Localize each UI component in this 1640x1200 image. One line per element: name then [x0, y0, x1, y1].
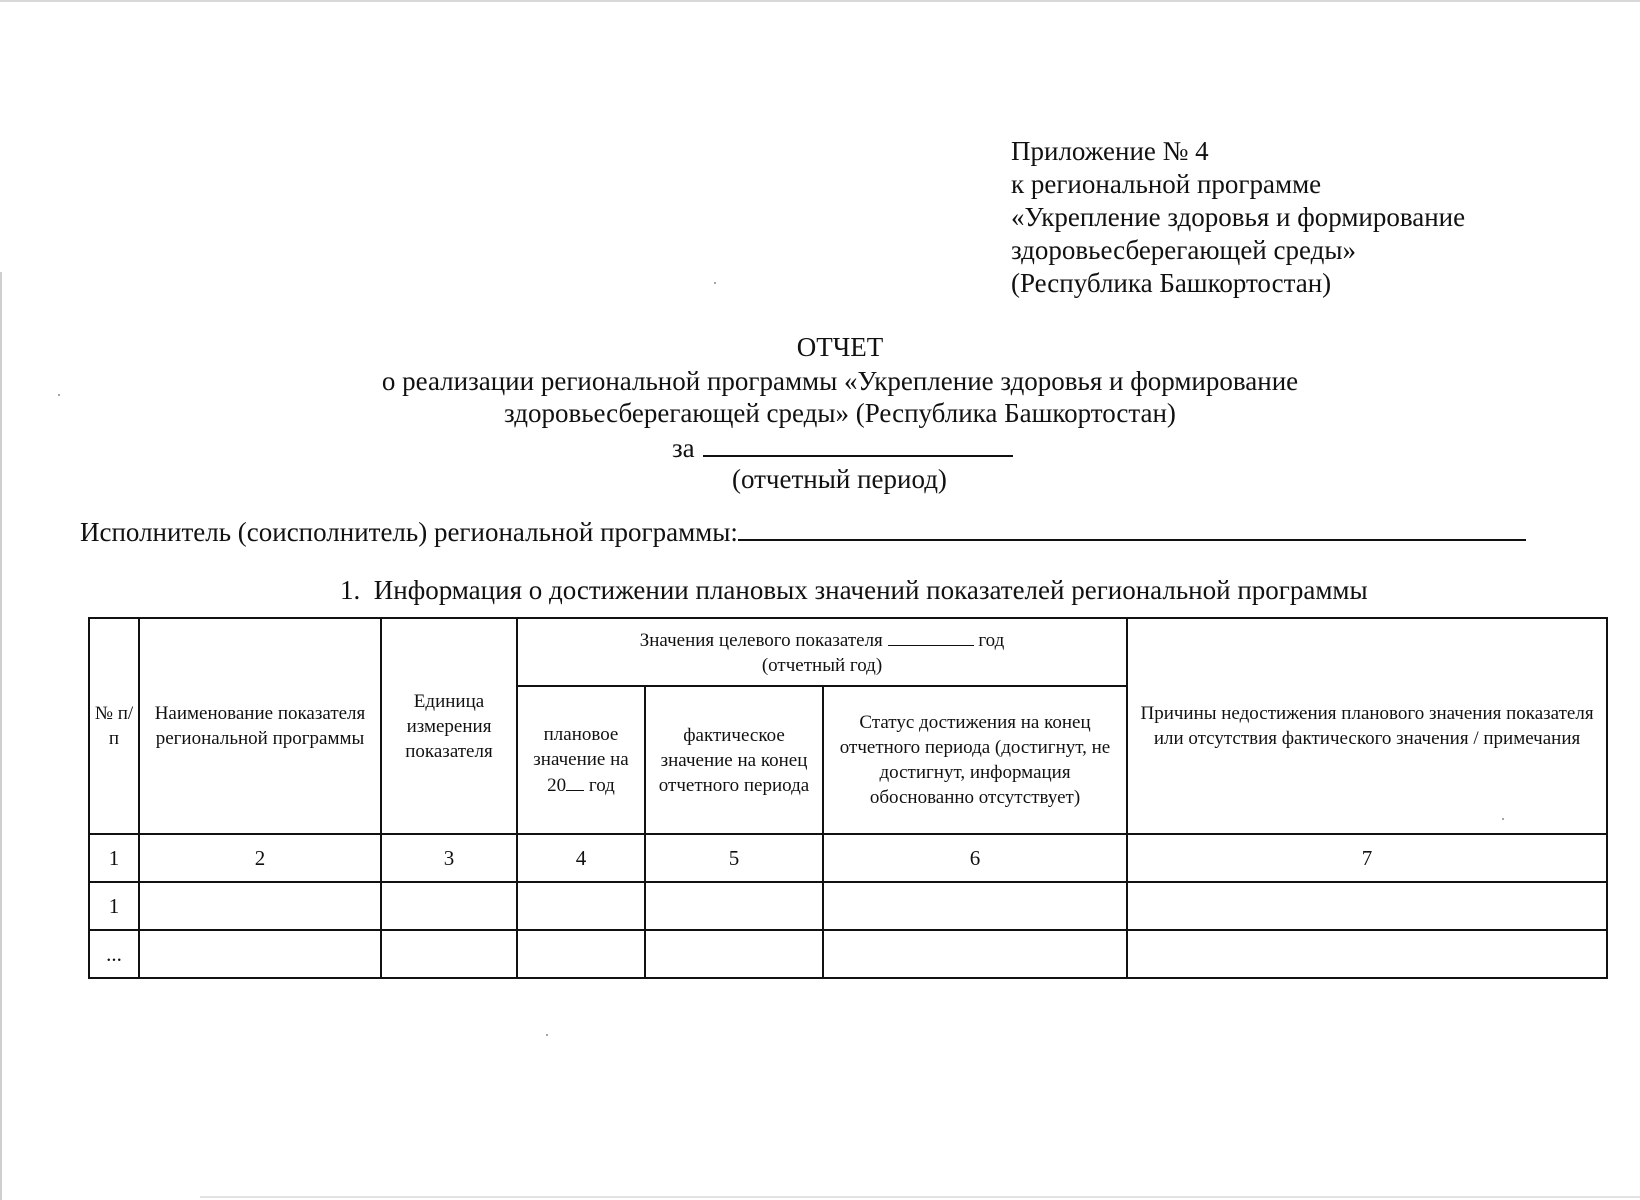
header-unit: Единица измерения показателя — [381, 618, 517, 834]
header-status: Статус достижения на конец отчетного периода (достигнут, не достигнут, информация обоснованно отсутствует) — [823, 686, 1127, 834]
period-prefix: за — [672, 433, 695, 463]
scan-speck — [714, 282, 716, 284]
row-unit-cell — [381, 930, 517, 978]
column-number: 3 — [381, 834, 517, 882]
row-status-cell — [823, 930, 1127, 978]
header-planned-year-blank — [566, 772, 584, 791]
column-number: 7 — [1127, 834, 1607, 882]
column-number: 6 — [823, 834, 1127, 882]
header-planned-value — [517, 686, 645, 834]
section-title: Информация о достижении плановых значений показателей региональной программы — [373, 575, 1368, 605]
row-actual-cell — [645, 930, 823, 978]
row-status-cell — [823, 882, 1127, 930]
column-number: 5 — [645, 834, 823, 882]
report-subtitle-line-2: здоровьесберегающей среды» (Республика Башкортостан) — [504, 398, 1176, 428]
report-subtitle-line-1: о реализации региональной программы «Укрепление здоровья и формирование — [381, 366, 1299, 396]
period-caption: (отчетный период) — [732, 464, 947, 494]
section-number: 1. — [340, 575, 361, 605]
header-planned-prefix: плановое значение на 20 — [533, 724, 629, 796]
row-unit-cell — [381, 882, 517, 930]
header-group-prefix: Значения целевого показателя — [639, 629, 883, 651]
executor-blank-field — [738, 513, 1526, 541]
header-group-caption: (отчетный год) — [761, 654, 883, 676]
period-line — [672, 429, 1013, 465]
row-num-cell: 1 — [89, 882, 139, 930]
row-reasons-cell — [1127, 882, 1607, 930]
period-blank-field — [703, 429, 1013, 457]
appendix-program-name-1: «Укрепление здоровья и формирование — [1011, 202, 1466, 232]
row-planned-cell — [517, 930, 645, 978]
scan-edge-top — [0, 0, 1640, 2]
column-number: 2 — [139, 834, 381, 882]
appendix-program-ref: к региональной программе — [1011, 169, 1322, 199]
header-actual-value: фактическое значение на конец отчетного периода — [645, 686, 823, 834]
table-row — [89, 930, 1607, 978]
indicators-table — [88, 617, 1608, 979]
executor-line — [80, 513, 1526, 549]
executor-label: Исполнитель (соисполнитель) региональной программы: — [80, 517, 738, 547]
header-indicator-name: Наименование показателя региональной программы — [139, 618, 381, 834]
appendix-block — [1011, 135, 1465, 300]
column-number: 1 — [89, 834, 139, 882]
column-numbers-row — [89, 834, 1607, 882]
row-planned-cell — [517, 882, 645, 930]
table-header-row-1 — [89, 618, 1607, 686]
column-number: 4 — [517, 834, 645, 882]
table-row — [89, 882, 1607, 930]
scan-speck — [546, 1034, 548, 1036]
report-title: ОТЧЕТ — [796, 332, 884, 362]
row-name-cell — [139, 930, 381, 978]
appendix-program-name-2: здоровьесберегающей среды» — [1011, 235, 1356, 265]
header-planned-suffix: год — [588, 775, 615, 796]
row-reasons-cell — [1127, 930, 1607, 978]
header-group-suffix: год — [978, 629, 1005, 651]
header-num: № п/п — [89, 618, 139, 834]
appendix-number: Приложение № 4 — [1011, 136, 1209, 166]
header-year-blank — [888, 627, 974, 646]
section-heading — [340, 574, 1368, 607]
row-name-cell — [139, 882, 381, 930]
appendix-region: (Республика Башкортостан) — [1011, 268, 1332, 298]
scan-edge-bottom — [200, 1196, 1640, 1198]
row-num-cell: ... — [89, 930, 139, 978]
header-target-values-group — [517, 618, 1127, 686]
header-reasons: Причины недостижения планового значения показателя или отсутствия фактического значения / примечания — [1127, 618, 1607, 834]
row-actual-cell — [645, 882, 823, 930]
